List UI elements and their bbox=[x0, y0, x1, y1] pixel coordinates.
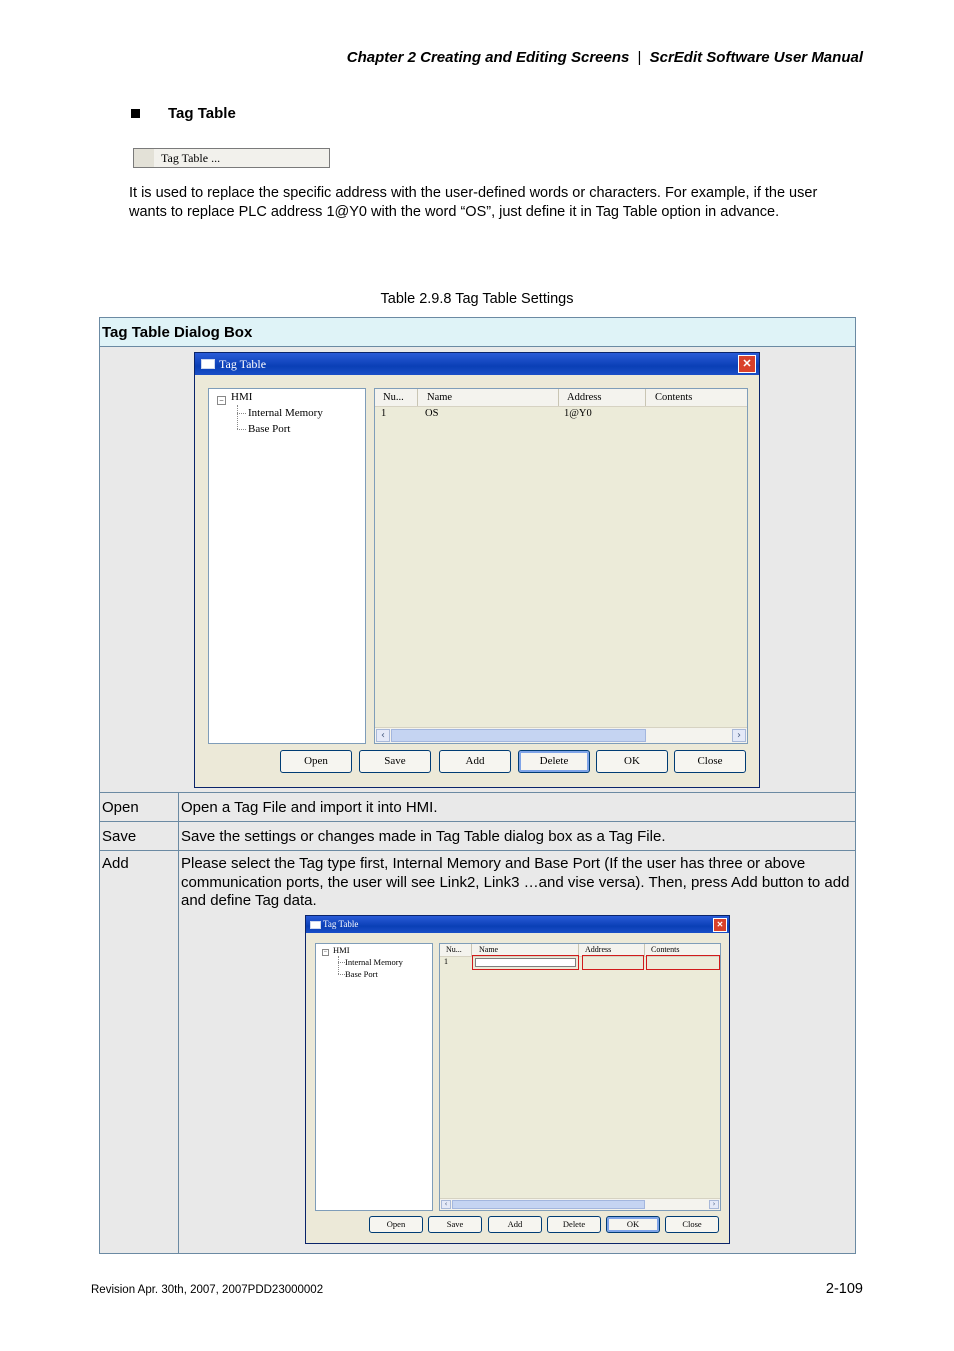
scroll-right-icon[interactable]: › bbox=[732, 729, 746, 742]
tree-item-internal-memory[interactable]: Internal Memory bbox=[345, 957, 403, 967]
horizontal-scrollbar[interactable] bbox=[375, 727, 747, 743]
close-button[interactable]: Close bbox=[674, 750, 746, 773]
tree-root-hmi[interactable]: HMI bbox=[333, 945, 350, 955]
tree-line bbox=[237, 413, 246, 414]
scroll-left-icon[interactable]: ‹ bbox=[376, 729, 390, 742]
window-icon bbox=[310, 921, 321, 929]
close-button[interactable]: Close bbox=[665, 1216, 719, 1233]
header-separator: | bbox=[637, 49, 642, 66]
section-title: Tag Table bbox=[168, 105, 236, 122]
delete-button[interactable]: Delete bbox=[518, 750, 590, 773]
scroll-thumb[interactable] bbox=[391, 729, 646, 742]
row-1-number[interactable]: 1 bbox=[381, 408, 387, 419]
window-icon bbox=[201, 359, 215, 369]
scroll-left-icon[interactable]: ‹ bbox=[441, 1200, 451, 1209]
tree-line bbox=[237, 405, 238, 429]
row-save-name: Save bbox=[100, 822, 179, 851]
menu-gutter bbox=[134, 149, 154, 167]
table-caption: Table 2.9.8 Tag Table Settings bbox=[380, 291, 574, 307]
column-address[interactable]: Address bbox=[579, 944, 645, 956]
row-add-desc: Please select the Tag type first, Internal Memory and Base Port (If the user has three or above communication ports, the user will see Link2, Link3 …and vise versa). Then, press Add button to add and define Tag data. bbox=[181, 855, 850, 909]
tag-table-dialog bbox=[194, 352, 760, 788]
address-edit-field[interactable] bbox=[582, 955, 644, 970]
tree-item-base-port[interactable]: Base Port bbox=[248, 423, 291, 435]
collapse-icon[interactable]: − bbox=[217, 396, 226, 405]
row-open-name: Open bbox=[100, 793, 179, 822]
row-1-address[interactable]: 1@Y0 bbox=[564, 408, 592, 419]
tag-grid bbox=[374, 388, 748, 744]
row-1-number[interactable]: 1 bbox=[444, 957, 448, 966]
delete-button[interactable]: Delete bbox=[547, 1216, 601, 1233]
contents-edit-field[interactable] bbox=[646, 955, 720, 970]
name-input[interactable] bbox=[475, 958, 576, 967]
section-paragraph: It is used to replace the specific address with the user-defined words or characters. For example, if the user wants to replace PLC address 1@Y0 with the word “OS”, just define it in Tag Table option in advance. bbox=[129, 185, 818, 220]
column-number[interactable]: Nu... bbox=[375, 389, 418, 406]
row-open-desc: Open a Tag File and import it into HMI. bbox=[179, 793, 856, 822]
open-button[interactable]: Open bbox=[280, 750, 352, 773]
tag-tree bbox=[208, 388, 366, 744]
footer-revision: Revision Apr. 30th, 2007, 2007PDD23000002 bbox=[91, 1284, 324, 1296]
tree-line bbox=[338, 962, 345, 963]
open-button[interactable]: Open bbox=[369, 1216, 423, 1233]
ok-button[interactable]: OK bbox=[596, 750, 668, 773]
row-add-name: Add bbox=[100, 851, 179, 1254]
column-number[interactable]: Nu... bbox=[440, 944, 472, 956]
tag-table-dialog-add bbox=[305, 915, 730, 1244]
ok-button[interactable]: OK bbox=[606, 1216, 660, 1233]
scroll-right-icon[interactable]: › bbox=[709, 1200, 719, 1209]
tag-table-menu-item[interactable] bbox=[133, 148, 330, 168]
collapse-icon[interactable]: − bbox=[323, 949, 328, 955]
dialog-titlebar bbox=[195, 353, 759, 375]
row-save-desc: Save the settings or changes made in Tag Table dialog box as a Tag File. bbox=[179, 822, 856, 851]
table-header: Tag Table Dialog Box bbox=[100, 318, 856, 347]
row-add-desc-cell bbox=[179, 851, 856, 1254]
name-edit-field[interactable] bbox=[472, 955, 579, 970]
column-name[interactable]: Name bbox=[472, 944, 579, 956]
tag-tree bbox=[315, 943, 433, 1211]
add-button[interactable]: Add bbox=[488, 1216, 542, 1233]
save-button[interactable]: Save bbox=[359, 750, 431, 773]
close-icon[interactable]: ✕ bbox=[713, 918, 727, 932]
column-address[interactable]: Address bbox=[559, 389, 646, 406]
tree-item-internal-memory[interactable]: Internal Memory bbox=[248, 407, 323, 419]
header-chapter: Chapter 2 Creating and Editing Screens bbox=[346, 49, 630, 66]
column-name[interactable]: Name bbox=[418, 389, 559, 406]
dialog-title: Tag Table bbox=[219, 357, 267, 371]
page-header bbox=[347, 49, 863, 66]
bullet-icon bbox=[131, 109, 140, 118]
column-contents[interactable]: Contents bbox=[651, 945, 680, 954]
header-manual: ScrEdit Software User Manual bbox=[649, 49, 863, 66]
grid-column-header bbox=[375, 389, 747, 407]
row-1-name[interactable]: OS bbox=[425, 408, 439, 419]
save-button[interactable]: Save bbox=[428, 1216, 482, 1233]
settings-table bbox=[99, 317, 856, 1254]
tree-line bbox=[338, 974, 345, 975]
dialog-title: Tag Table bbox=[323, 919, 359, 929]
column-contents[interactable]: Contents bbox=[655, 392, 693, 403]
tree-line bbox=[237, 429, 246, 430]
tag-grid bbox=[439, 943, 721, 1211]
tree-line bbox=[338, 956, 339, 974]
horizontal-scrollbar[interactable] bbox=[440, 1198, 720, 1210]
dialog-titlebar bbox=[306, 916, 729, 933]
dialog-image-cell bbox=[100, 347, 856, 793]
tree-item-base-port[interactable]: Base Port bbox=[345, 969, 378, 979]
page-number: 2-109 bbox=[825, 1281, 863, 1297]
close-icon[interactable]: ✕ bbox=[738, 355, 756, 373]
tree-root-hmi[interactable]: HMI bbox=[231, 391, 253, 403]
menu-item-label: Tag Table ... bbox=[161, 151, 221, 165]
add-button[interactable]: Add bbox=[439, 750, 511, 773]
scroll-thumb[interactable] bbox=[452, 1200, 645, 1209]
